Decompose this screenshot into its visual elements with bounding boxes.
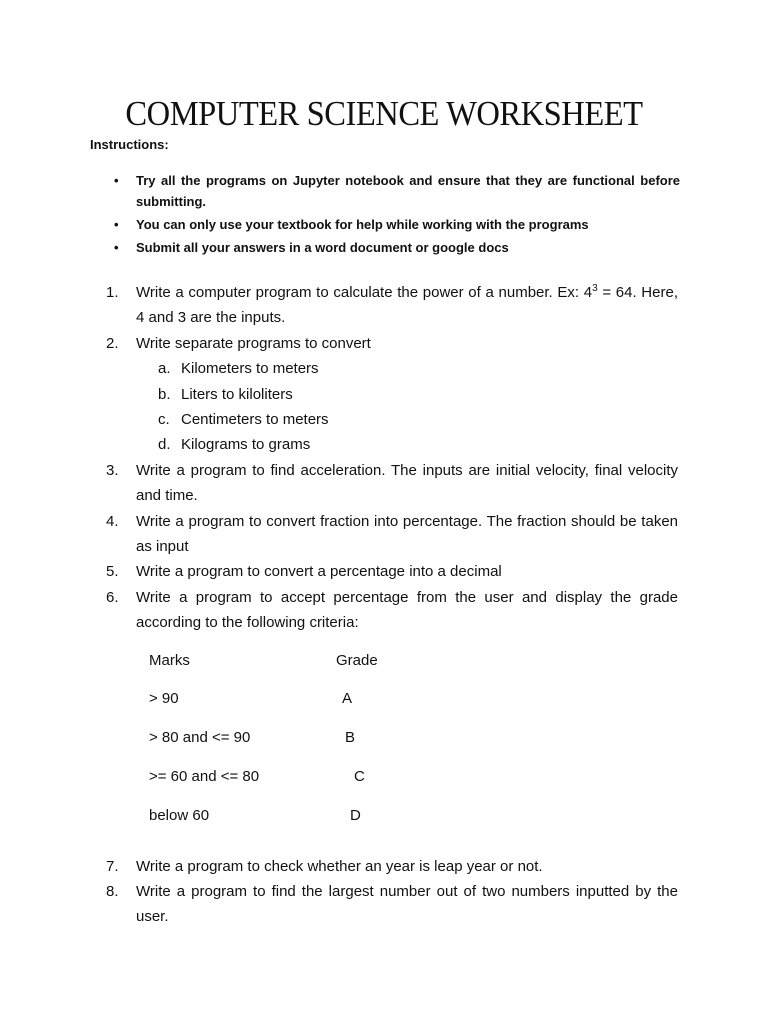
grade-cell: D	[350, 806, 361, 824]
grade-row	[149, 803, 429, 842]
questions-list	[106, 280, 678, 930]
sub-text: Liters to kiloliters	[181, 385, 293, 403]
question-3	[106, 458, 678, 509]
question-number: 8.	[106, 883, 119, 901]
grade-cell: C	[354, 768, 365, 786]
sub-text: Centimeters to meters	[181, 411, 329, 429]
sub-item	[106, 382, 678, 407]
question-text-cont: = 64. Here, 4 and 3 are the inputs.	[136, 284, 678, 327]
question-text: Write a computer program to calculate the power of a number. Ex: 4	[136, 284, 593, 301]
instruction-item	[90, 237, 680, 258]
question-number: 1.	[106, 284, 119, 301]
grade-row	[149, 764, 429, 803]
instruction-text: You can only use your textbook for help while working with the programs	[136, 217, 589, 232]
sub-item	[106, 407, 678, 432]
marks-cell: below 60	[149, 806, 210, 824]
question-1	[106, 280, 678, 331]
question-2	[106, 331, 678, 356]
sub-letter: b.	[158, 385, 171, 403]
question-number: 5.	[106, 563, 119, 581]
instruction-item	[90, 170, 680, 212]
question-text: Write a program to find the largest number out of two numbers inputted by the user.	[136, 883, 678, 926]
bullet-icon: •	[114, 173, 119, 188]
instruction-text: Submit all your answers in a word document or google docs	[136, 240, 509, 255]
grade-header: Grade	[336, 651, 378, 669]
instruction-text: Try all the programs on Jupyter notebook and ensure that they are functional before submitting.	[136, 173, 680, 209]
question-number: 6.	[106, 588, 119, 606]
grade-table	[149, 648, 429, 842]
question-8	[106, 879, 678, 930]
sub-item	[106, 356, 678, 381]
marks-cell: > 80 and <= 90	[149, 729, 251, 747]
sub-item	[106, 432, 678, 457]
question-number: 7.	[106, 857, 119, 875]
marks-cell: >= 60 and <= 80	[149, 768, 260, 786]
question-text: Write a program to find acceleration. The inputs are initial velocity, final velocity and time.	[136, 461, 678, 505]
instruction-item	[90, 214, 680, 235]
question-4	[106, 509, 678, 560]
bullet-icon: •	[114, 240, 119, 255]
exponent: 3	[592, 283, 598, 294]
sub-text: Kilometers to meters	[181, 360, 319, 378]
question-7	[106, 854, 678, 879]
grade-row	[149, 725, 429, 764]
question-text: Write a program to check whether an year is leap year or not.	[136, 857, 543, 875]
question-number: 3.	[106, 461, 119, 479]
question-text: Write separate programs to convert	[136, 334, 371, 352]
sub-letter: a.	[158, 360, 171, 378]
question-number: 4.	[106, 512, 119, 530]
question-text: Write a program to accept percentage from the user and display the grade according to the following criteria:	[136, 588, 678, 632]
instructions-list	[90, 170, 680, 260]
grade-cell: A	[342, 690, 353, 708]
page-title: COMPUTER SCIENCE WORKSHEET	[125, 94, 643, 133]
grade-table-header	[149, 648, 429, 687]
sub-letter: d.	[158, 436, 171, 454]
question-text: Write a program to convert fraction into percentage. The fraction should be taken as input	[136, 512, 678, 556]
instructions-label: Instructions:	[90, 137, 169, 152]
grade-row	[149, 686, 429, 725]
marks-header: Marks	[149, 651, 190, 669]
question-6	[106, 585, 678, 636]
bullet-icon: •	[114, 217, 119, 232]
sub-text: Kilograms to grams	[181, 436, 311, 454]
question-text: Write a program to convert a percentage into a decimal	[136, 563, 502, 581]
grade-cell: B	[345, 729, 356, 747]
question-5	[106, 559, 678, 584]
marks-cell: > 90	[149, 690, 179, 708]
sub-letter: c.	[158, 411, 170, 429]
question-number: 2.	[106, 334, 119, 352]
